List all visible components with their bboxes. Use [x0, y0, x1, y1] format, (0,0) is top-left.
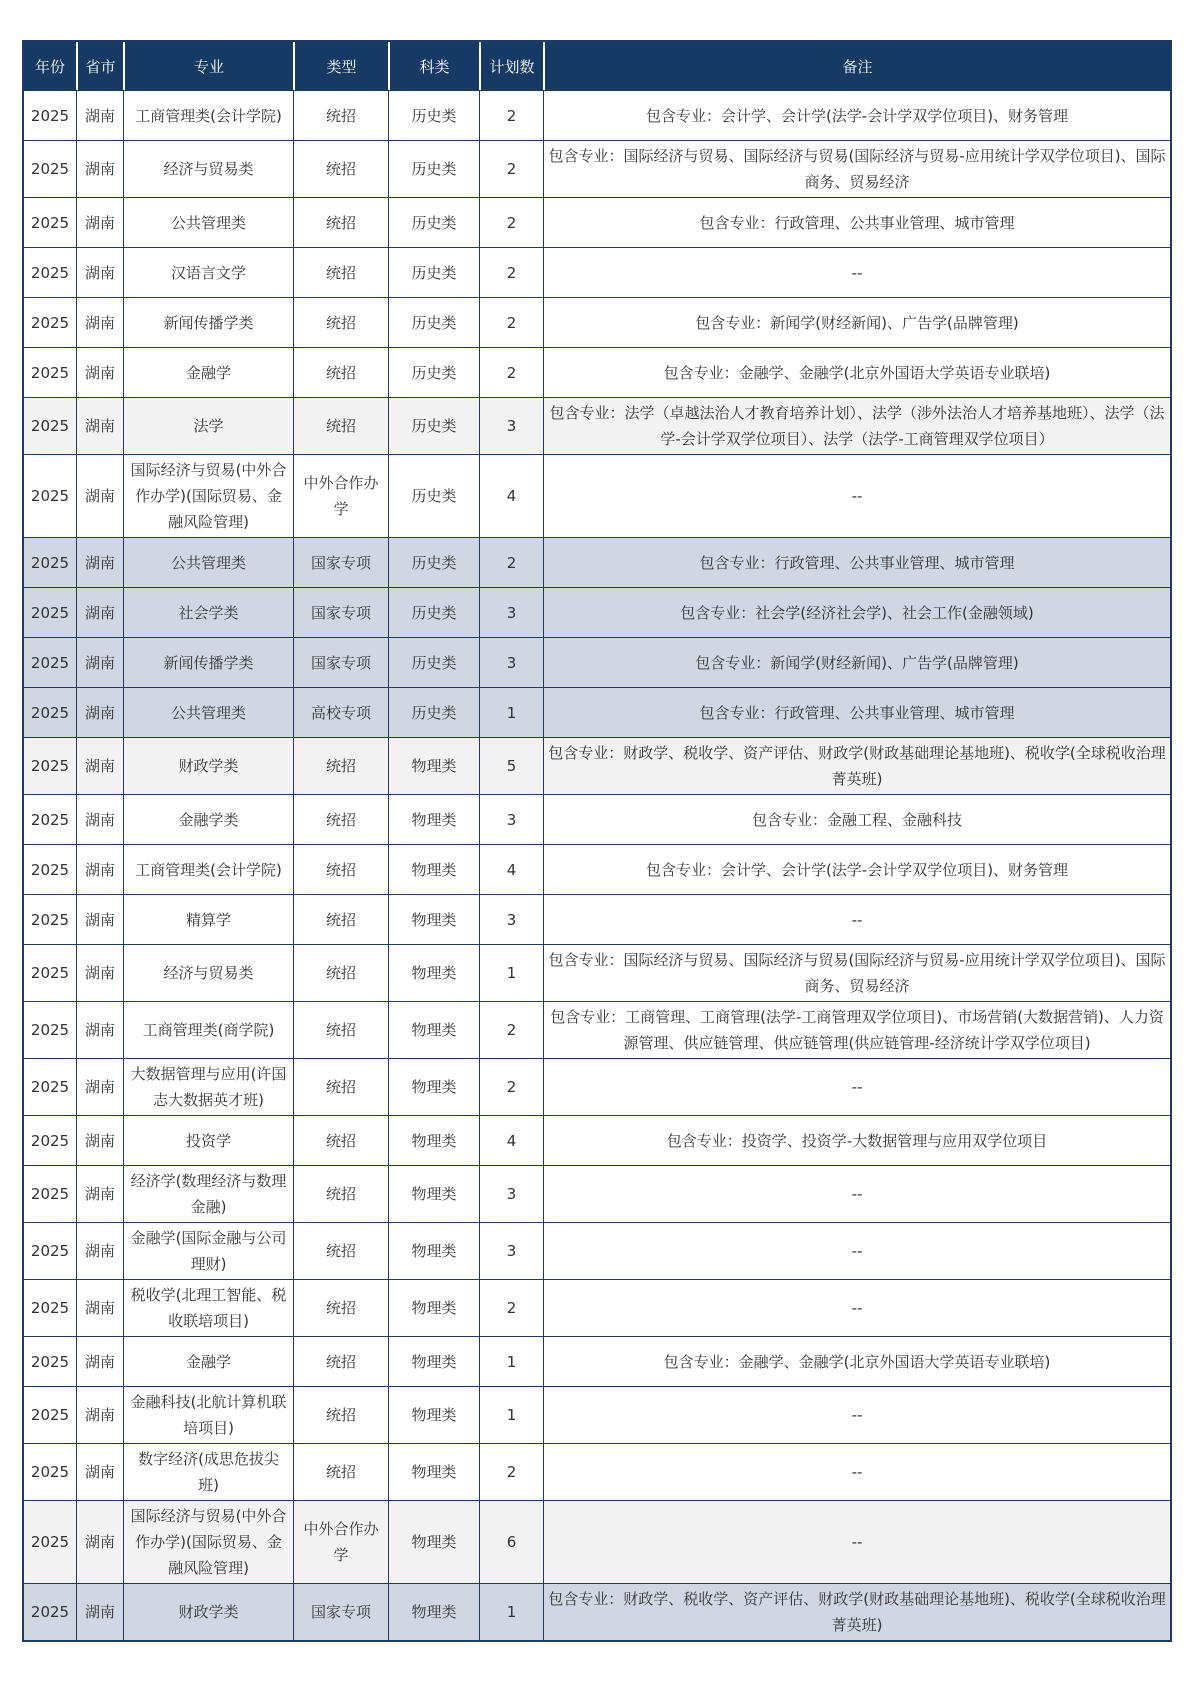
- cell-year: 2025: [24, 1222, 76, 1279]
- cell-plan: 1: [479, 687, 543, 737]
- cell-plan: 2: [479, 247, 543, 297]
- table-row: [24, 1500, 1170, 1583]
- cell-year: 2025: [24, 197, 76, 247]
- table-header-row: [24, 42, 1170, 90]
- cell-year: 2025: [24, 397, 76, 454]
- table-row: [24, 894, 1170, 944]
- cell-major: 大数据管理与应用(许国志大数据英才班): [123, 1058, 293, 1115]
- cell-plan: 1: [479, 1386, 543, 1443]
- cell-type: 国家专项: [293, 637, 388, 687]
- cell-major: 数字经济(成思危拔尖班): [123, 1443, 293, 1500]
- cell-subject: 历史类: [388, 140, 479, 197]
- col-header-subject: 科类: [388, 42, 479, 90]
- table-row: [24, 1443, 1170, 1500]
- table-row: [24, 944, 1170, 1001]
- cell-province: 湖南: [76, 894, 123, 944]
- table-row: [24, 197, 1170, 247]
- cell-plan: 5: [479, 737, 543, 794]
- table-row: [24, 637, 1170, 687]
- cell-province: 湖南: [76, 90, 123, 140]
- cell-province: 湖南: [76, 1386, 123, 1443]
- cell-subject: 物理类: [388, 1336, 479, 1386]
- cell-plan: 2: [479, 347, 543, 397]
- table-row: [24, 1165, 1170, 1222]
- cell-major: 金融学类: [123, 794, 293, 844]
- cell-remark: 包含专业：行政管理、公共事业管理、城市管理: [543, 687, 1170, 737]
- cell-type: 中外合作办学: [293, 1500, 388, 1583]
- cell-remark: 包含专业：行政管理、公共事业管理、城市管理: [543, 537, 1170, 587]
- cell-plan: 3: [479, 794, 543, 844]
- cell-year: 2025: [24, 347, 76, 397]
- cell-remark: 包含专业：金融学、金融学(北京外国语大学英语专业联培): [543, 347, 1170, 397]
- cell-province: 湖南: [76, 247, 123, 297]
- cell-type: 统招: [293, 1222, 388, 1279]
- cell-province: 湖南: [76, 1500, 123, 1583]
- cell-type: 统招: [293, 397, 388, 454]
- cell-remark: 包含专业：新闻学(财经新闻)、广告学(品牌管理): [543, 297, 1170, 347]
- cell-remark: 包含专业：财政学、税收学、资产评估、财政学(财政基础理论基地班)、税收学(全球税收治理菁英班): [543, 1583, 1170, 1640]
- cell-plan: 2: [479, 1279, 543, 1336]
- cell-major: 金融学: [123, 1336, 293, 1386]
- table-row: [24, 90, 1170, 140]
- cell-subject: 历史类: [388, 637, 479, 687]
- cell-plan: 2: [479, 1001, 543, 1058]
- cell-plan: 3: [479, 637, 543, 687]
- cell-type: 统招: [293, 794, 388, 844]
- col-header-remark: 备注: [543, 42, 1170, 90]
- cell-type: 统招: [293, 297, 388, 347]
- cell-province: 湖南: [76, 140, 123, 197]
- cell-plan: 3: [479, 587, 543, 637]
- cell-subject: 物理类: [388, 1115, 479, 1165]
- table-row: [24, 1336, 1170, 1386]
- cell-type: 统招: [293, 1279, 388, 1336]
- cell-type: 统招: [293, 140, 388, 197]
- cell-subject: 物理类: [388, 794, 479, 844]
- cell-major: 税收学(北理工智能、税收联培项目): [123, 1279, 293, 1336]
- cell-plan: 1: [479, 1583, 543, 1640]
- cell-plan: 1: [479, 944, 543, 1001]
- cell-type: 统招: [293, 1058, 388, 1115]
- cell-major: 公共管理类: [123, 197, 293, 247]
- cell-province: 湖南: [76, 844, 123, 894]
- cell-major: 工商管理类(商学院): [123, 1001, 293, 1058]
- cell-year: 2025: [24, 297, 76, 347]
- cell-plan: 2: [479, 140, 543, 197]
- cell-province: 湖南: [76, 1336, 123, 1386]
- cell-year: 2025: [24, 1386, 76, 1443]
- cell-remark: 包含专业：工商管理、工商管理(法学-工商管理双学位项目)、市场营销(大数据营销)、人力资源管理、供应链管理、供应链管理(供应链管理-经济统计学双学位项目): [543, 1001, 1170, 1058]
- cell-year: 2025: [24, 1001, 76, 1058]
- cell-remark: 包含专业：会计学、会计学(法学-会计学双学位项目)、财务管理: [543, 844, 1170, 894]
- cell-remark: --: [543, 247, 1170, 297]
- cell-remark: 包含专业：法学（卓越法治人才教育培养计划）、法学（涉外法治人才培养基地班）、法学（法学-会计学双学位项目）、法学（法学-工商管理双学位项目）: [543, 397, 1170, 454]
- cell-subject: 历史类: [388, 90, 479, 140]
- cell-remark: 包含专业：国际经济与贸易、国际经济与贸易(国际经济与贸易-应用统计学双学位项目)、国际商务、贸易经济: [543, 140, 1170, 197]
- table-row: [24, 1583, 1170, 1640]
- cell-major: 经济学(数理经济与数理金融): [123, 1165, 293, 1222]
- cell-type: 统招: [293, 1386, 388, 1443]
- cell-year: 2025: [24, 1165, 76, 1222]
- table-row: [24, 794, 1170, 844]
- cell-remark: --: [543, 1058, 1170, 1115]
- cell-type: 统招: [293, 247, 388, 297]
- cell-year: 2025: [24, 844, 76, 894]
- col-header-type: 类型: [293, 42, 388, 90]
- cell-year: 2025: [24, 140, 76, 197]
- table-row: [24, 297, 1170, 347]
- cell-remark: 包含专业：社会学(经济社会学)、社会工作(金融领域): [543, 587, 1170, 637]
- cell-year: 2025: [24, 247, 76, 297]
- cell-plan: 2: [479, 1058, 543, 1115]
- cell-province: 湖南: [76, 397, 123, 454]
- cell-year: 2025: [24, 454, 76, 537]
- cell-remark: 包含专业：会计学、会计学(法学-会计学双学位项目)、财务管理: [543, 90, 1170, 140]
- table-row: [24, 140, 1170, 197]
- cell-year: 2025: [24, 944, 76, 1001]
- cell-remark: 包含专业：国际经济与贸易、国际经济与贸易(国际经济与贸易-应用统计学双学位项目)、国际商务、贸易经济: [543, 944, 1170, 1001]
- cell-type: 国家专项: [293, 1583, 388, 1640]
- cell-subject: 历史类: [388, 397, 479, 454]
- cell-plan: 4: [479, 454, 543, 537]
- cell-remark: 包含专业：金融工程、金融科技: [543, 794, 1170, 844]
- table-body: [24, 90, 1170, 1640]
- cell-subject: 物理类: [388, 844, 479, 894]
- table-row: [24, 537, 1170, 587]
- cell-remark: 包含专业：财政学、税收学、资产评估、财政学(财政基础理论基地班)、税收学(全球税收治理菁英班): [543, 737, 1170, 794]
- cell-province: 湖南: [76, 454, 123, 537]
- table-row: [24, 1279, 1170, 1336]
- cell-province: 湖南: [76, 794, 123, 844]
- table-row: [24, 1001, 1170, 1058]
- cell-major: 经济与贸易类: [123, 944, 293, 1001]
- cell-type: 统招: [293, 197, 388, 247]
- cell-subject: 物理类: [388, 944, 479, 1001]
- cell-province: 湖南: [76, 1001, 123, 1058]
- cell-subject: 历史类: [388, 347, 479, 397]
- table-row: [24, 587, 1170, 637]
- cell-remark: --: [543, 1222, 1170, 1279]
- table-row: [24, 1386, 1170, 1443]
- cell-type: 统招: [293, 1165, 388, 1222]
- cell-remark: --: [543, 1165, 1170, 1222]
- cell-type: 高校专项: [293, 687, 388, 737]
- cell-type: 统招: [293, 737, 388, 794]
- cell-major: 新闻传播学类: [123, 637, 293, 687]
- cell-type: 国家专项: [293, 587, 388, 637]
- cell-major: 金融学: [123, 347, 293, 397]
- cell-subject: 物理类: [388, 1001, 479, 1058]
- cell-plan: 2: [479, 1443, 543, 1500]
- cell-plan: 6: [479, 1500, 543, 1583]
- cell-subject: 物理类: [388, 1500, 479, 1583]
- cell-plan: 2: [479, 297, 543, 347]
- cell-major: 工商管理类(会计学院): [123, 844, 293, 894]
- table-row: [24, 844, 1170, 894]
- cell-province: 湖南: [76, 944, 123, 1001]
- cell-year: 2025: [24, 1500, 76, 1583]
- cell-year: 2025: [24, 687, 76, 737]
- cell-type: 统招: [293, 1001, 388, 1058]
- cell-plan: 2: [479, 197, 543, 247]
- cell-remark: 包含专业：金融学、金融学(北京外国语大学英语专业联培): [543, 1336, 1170, 1386]
- table-row: [24, 737, 1170, 794]
- cell-plan: 2: [479, 537, 543, 587]
- cell-plan: 4: [479, 1115, 543, 1165]
- cell-type: 国家专项: [293, 537, 388, 587]
- cell-major: 法学: [123, 397, 293, 454]
- cell-subject: 历史类: [388, 247, 479, 297]
- cell-year: 2025: [24, 1115, 76, 1165]
- cell-remark: --: [543, 1386, 1170, 1443]
- cell-province: 湖南: [76, 537, 123, 587]
- col-header-major: 专业: [123, 42, 293, 90]
- cell-plan: 4: [479, 844, 543, 894]
- cell-province: 湖南: [76, 347, 123, 397]
- cell-subject: 历史类: [388, 537, 479, 587]
- cell-province: 湖南: [76, 1583, 123, 1640]
- cell-subject: 物理类: [388, 1279, 479, 1336]
- cell-major: 精算学: [123, 894, 293, 944]
- cell-province: 湖南: [76, 1443, 123, 1500]
- cell-type: 统招: [293, 1115, 388, 1165]
- table-row: [24, 1058, 1170, 1115]
- cell-subject: 历史类: [388, 454, 479, 537]
- cell-province: 湖南: [76, 1115, 123, 1165]
- table-row: [24, 347, 1170, 397]
- cell-major: 财政学类: [123, 1583, 293, 1640]
- cell-major: 投资学: [123, 1115, 293, 1165]
- cell-year: 2025: [24, 737, 76, 794]
- cell-plan: 3: [479, 1165, 543, 1222]
- cell-plan: 3: [479, 1222, 543, 1279]
- cell-remark: --: [543, 1279, 1170, 1336]
- cell-year: 2025: [24, 90, 76, 140]
- cell-province: 湖南: [76, 637, 123, 687]
- cell-year: 2025: [24, 1058, 76, 1115]
- cell-year: 2025: [24, 1279, 76, 1336]
- cell-year: 2025: [24, 1583, 76, 1640]
- cell-major: 工商管理类(会计学院): [123, 90, 293, 140]
- col-header-year: 年份: [24, 42, 76, 90]
- cell-subject: 历史类: [388, 297, 479, 347]
- col-header-plan: 计划数: [479, 42, 543, 90]
- cell-major: 经济与贸易类: [123, 140, 293, 197]
- cell-plan: 1: [479, 1336, 543, 1386]
- cell-type: 统招: [293, 347, 388, 397]
- cell-year: 2025: [24, 1443, 76, 1500]
- cell-province: 湖南: [76, 737, 123, 794]
- cell-subject: 历史类: [388, 587, 479, 637]
- cell-plan: 2: [479, 90, 543, 140]
- cell-subject: 物理类: [388, 1058, 479, 1115]
- cell-remark: 包含专业：投资学、投资学-大数据管理与应用双学位项目: [543, 1115, 1170, 1165]
- cell-province: 湖南: [76, 687, 123, 737]
- cell-major: 社会学类: [123, 587, 293, 637]
- cell-province: 湖南: [76, 1222, 123, 1279]
- cell-year: 2025: [24, 637, 76, 687]
- cell-remark: --: [543, 894, 1170, 944]
- cell-remark: --: [543, 1443, 1170, 1500]
- cell-plan: 3: [479, 894, 543, 944]
- cell-province: 湖南: [76, 1165, 123, 1222]
- cell-subject: 历史类: [388, 687, 479, 737]
- cell-subject: 物理类: [388, 1386, 479, 1443]
- cell-province: 湖南: [76, 297, 123, 347]
- cell-type: 统招: [293, 944, 388, 1001]
- table-row: [24, 1115, 1170, 1165]
- table-row: [24, 454, 1170, 537]
- cell-type: 统招: [293, 844, 388, 894]
- cell-remark: --: [543, 454, 1170, 537]
- table-row: [24, 687, 1170, 737]
- cell-subject: 物理类: [388, 1583, 479, 1640]
- cell-subject: 物理类: [388, 1165, 479, 1222]
- cell-subject: 历史类: [388, 197, 479, 247]
- cell-major: 国际经济与贸易(中外合作办学)(国际贸易、金融风险管理): [123, 1500, 293, 1583]
- cell-year: 2025: [24, 587, 76, 637]
- cell-subject: 物理类: [388, 1443, 479, 1500]
- cell-subject: 物理类: [388, 894, 479, 944]
- cell-type: 统招: [293, 1336, 388, 1386]
- cell-type: 统招: [293, 894, 388, 944]
- cell-remark: 包含专业：新闻学(财经新闻)、广告学(品牌管理): [543, 637, 1170, 687]
- cell-subject: 物理类: [388, 1222, 479, 1279]
- cell-major: 财政学类: [123, 737, 293, 794]
- cell-remark: 包含专业：行政管理、公共事业管理、城市管理: [543, 197, 1170, 247]
- cell-type: 中外合作办学: [293, 454, 388, 537]
- cell-province: 湖南: [76, 1058, 123, 1115]
- cell-major: 新闻传播学类: [123, 297, 293, 347]
- col-header-province: 省市: [76, 42, 123, 90]
- cell-subject: 物理类: [388, 737, 479, 794]
- cell-year: 2025: [24, 1336, 76, 1386]
- table-row: [24, 397, 1170, 454]
- admission-plan-table: [22, 40, 1172, 1642]
- cell-province: 湖南: [76, 1279, 123, 1336]
- cell-year: 2025: [24, 894, 76, 944]
- cell-major: 金融学(国际金融与公司理财): [123, 1222, 293, 1279]
- cell-year: 2025: [24, 537, 76, 587]
- cell-province: 湖南: [76, 587, 123, 637]
- cell-major: 公共管理类: [123, 687, 293, 737]
- cell-type: 统招: [293, 1443, 388, 1500]
- cell-major: 国际经济与贸易(中外合作办学)(国际贸易、金融风险管理): [123, 454, 293, 537]
- cell-major: 金融科技(北航计算机联培项目): [123, 1386, 293, 1443]
- cell-remark: --: [543, 1500, 1170, 1583]
- cell-major: 公共管理类: [123, 537, 293, 587]
- cell-plan: 3: [479, 397, 543, 454]
- table-row: [24, 247, 1170, 297]
- cell-year: 2025: [24, 794, 76, 844]
- table-row: [24, 1222, 1170, 1279]
- cell-major: 汉语言文学: [123, 247, 293, 297]
- cell-type: 统招: [293, 90, 388, 140]
- cell-province: 湖南: [76, 197, 123, 247]
